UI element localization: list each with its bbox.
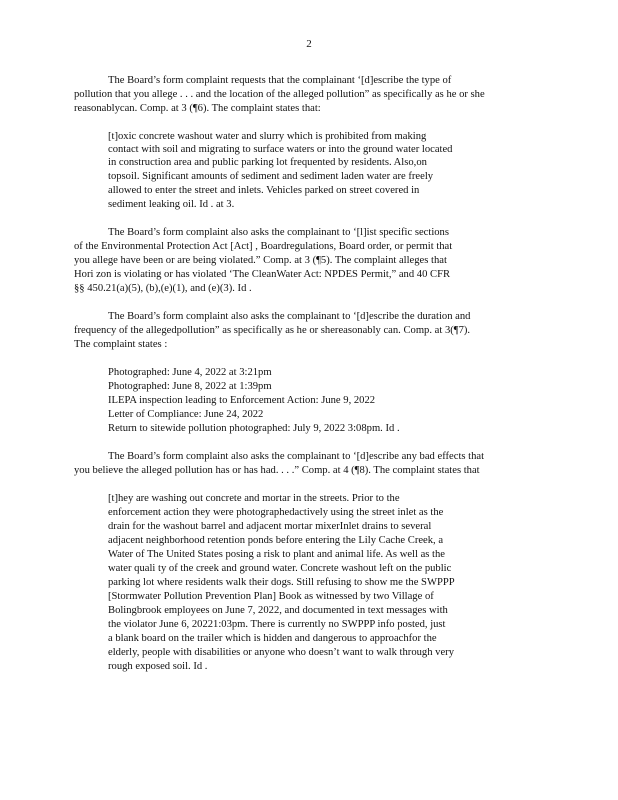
block-quote-1-line: topsoil. Significant amounts of sediment and sediment laden water are freely [108, 171, 434, 182]
block-quote-3-line: a blank board on the trailer which is hidden and dangerous to approachfor the [108, 633, 437, 644]
block-quote-1-line: [t]oxic concrete washout water and slurry which is prohibited from making [108, 131, 427, 142]
paragraph-1-line: pollution that you allege . . . and the location of the alleged pollution” as specifically as he or she [74, 89, 485, 100]
paragraph-3-line: frequency of the allegedpollution” as specifically as he or shereasonably can. Comp. at 3(¶7). [74, 325, 471, 336]
block-quote-3-line: [Stormwater Pollution Prevention Plan] Book as witnessed by two Village of [108, 591, 434, 602]
block-quote-1-line: allowed to enter the street and inlets. Vehicles parked on street covered in [108, 185, 420, 196]
block-quote-3-line: adjacent neighborhood retention ponds before entering the Lily Cache Creek, a [108, 535, 444, 546]
block-quote-3-line: elderly, people with disabilities or anyone who doesn’t want to walk through very [108, 647, 454, 658]
page-number: 2 [306, 38, 312, 50]
block-quote-3-line: drain for the washout barrel and adjacent mortar mixerInlet drains to several [108, 521, 432, 532]
paragraph-2-line: you allege have been or are being violated.” Comp. at 3 (¶5). The complaint alleges that [74, 255, 447, 266]
paragraph-1-line: The Board’s form complaint requests that the complainant ‘[d]escribe the type of [108, 75, 452, 86]
block-quote-3-line: water quali ty of the creek and ground water. Concrete washout left on the public [108, 563, 452, 574]
block-quote-3-line: Bolingbrook employees on June 7, 2022, and documented in text messages with [108, 605, 448, 616]
paragraph-3-line: The Board’s form complaint also asks the complainant to ‘[d]escribe the duration and [108, 311, 471, 322]
block-quote-1-line: sediment leaking oil. Id . at 3. [108, 199, 235, 210]
paragraph-2-line: §§ 450.21(a)(5), (b),(e)(1), and (e)(3). Id . [74, 283, 252, 294]
block-quote-1-line: in construction area and public parking lot frequented by residents. Also,on [108, 157, 427, 168]
paragraph-2-line: The Board’s form complaint also asks the complainant to ‘[l]ist specific sections [108, 227, 449, 238]
timeline-entry: ILEPA inspection leading to Enforcement Action: June 9, 2022 [108, 395, 376, 406]
block-quote-1-line: contact with soil and migrating to surface waters or into the ground water located [108, 144, 453, 155]
paragraph-2-line: Hori zon is violating or has violated ‘The CleanWater Act: NPDES Permit,” and 40 CFR [74, 269, 451, 280]
block-quote-3-line: [t]hey are washing out concrete and mortar in the streets. Prior to the [108, 493, 400, 504]
paragraph-3-line: The complaint states : [74, 339, 168, 350]
timeline-entry: Photographed: June 4, 2022 at 3:21pm [108, 367, 272, 378]
paragraph-1-line: reasonablycan. Comp. at 3 (¶6). The complaint states that: [74, 103, 321, 114]
timeline-entry: Return to sitewide pollution photographed: July 9, 2022 3:08pm. Id . [108, 423, 400, 434]
paragraph-4-line: you believe the alleged pollution has or has had. . . .” Comp. at 4 (¶8). The complaint states that [74, 465, 480, 476]
timeline-entry: Photographed: June 8, 2022 at 1:39pm [108, 381, 272, 392]
block-quote-3-line: parking lot where residents walk their dogs. Still refusing to show me the SWPPP [108, 577, 455, 588]
block-quote-3-line: Water of The United States posing a risk to plant and animal life. As well as the [108, 549, 445, 560]
block-quote-3-line: rough exposed soil. Id . [108, 661, 208, 672]
block-quote-3-line: enforcement action they were photographedactively using the street inlet as the [108, 507, 444, 518]
block-quote-3-line: the violator June 6, 20221:03pm. There is currently no SWPPP info posted, just [108, 619, 446, 630]
paragraph-4-line: The Board’s form complaint also asks the complainant to ‘[d]escribe any bad effects that [108, 451, 485, 462]
paragraph-2-line: of the Environmental Protection Act [Act] , Boardregulations, Board order, or permit that [74, 241, 453, 252]
timeline-entry: Letter of Compliance: June 24, 2022 [108, 409, 264, 420]
